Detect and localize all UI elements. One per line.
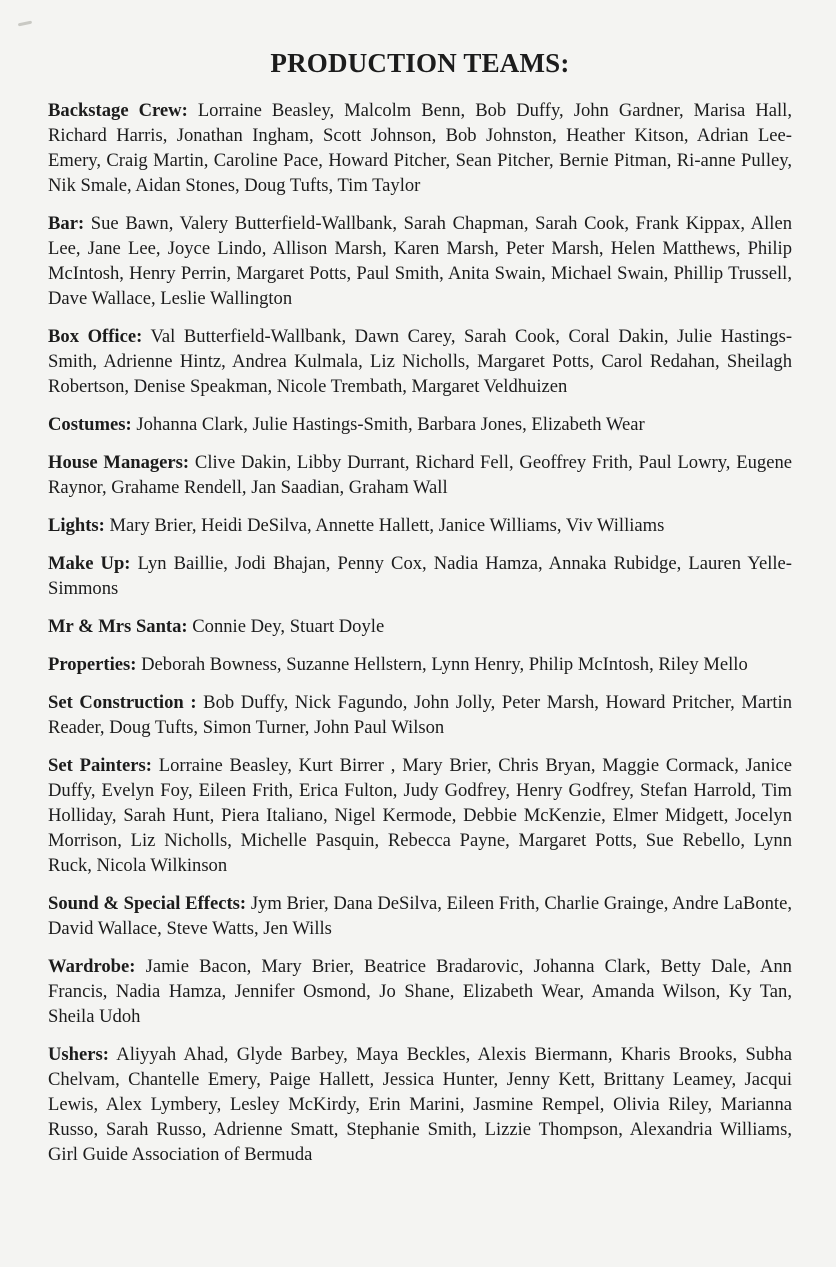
team-set-construction	[48, 690, 792, 740]
team-label: Sound & Special Effects:	[48, 893, 247, 914]
team-wardrobe	[48, 954, 792, 1029]
team-members: Val Butterfield-Wallbank, Dawn Carey, Sarah Cook, Coral Dakin, Julie Hastings-Smith, Adrienne Hintz, Andrea Kulmala, Liz Nicholls, Margaret Potts, Carol Redahan, Sheilagh Robertson, Denise Speakman, Nicole Trembath, Margaret Veldhuizen	[48, 326, 793, 397]
team-label: Lights:	[48, 515, 105, 536]
team-label: Properties:	[48, 654, 137, 675]
team-label: Bar:	[48, 213, 85, 234]
team-house-managers	[48, 450, 792, 500]
team-properties	[48, 652, 792, 677]
team-members: Mary Brier, Heidi DeSilva, Annette Hallett, Janice Williams, Viv Williams	[109, 515, 665, 536]
team-members: Jym Brier, Dana DeSilva, Eileen Frith, Charlie Grainge, Andre LaBonte, David Wallace, Steve Watts, Jen Wills	[48, 893, 792, 939]
team-costumes	[48, 412, 792, 437]
team-sound-special-effects	[48, 891, 792, 941]
team-members: Lorraine Beasley, Kurt Birrer , Mary Brier, Chris Bryan, Maggie Cormack, Janice Duffy, Evelyn Foy, Eileen Frith, Erica Fulton, Judy Godfrey, Henry Godfrey, Stefan Harrold, Tim Holliday, Sarah Hunt, Piera Italiano, Nigel Kermode, Debbie McKenzie, Elmer Midgett, Jocelyn Morrison, Liz Nicholls, Michelle Pasquin, Rebecca Payne, Margaret Potts, Sue Rebello, Lynn Ruck, Nicola Wilkinson	[48, 755, 793, 876]
team-backstage-crew	[48, 98, 792, 198]
team-label: Set Construction :	[48, 692, 197, 713]
page-title: PRODUCTION TEAMS:	[270, 48, 570, 78]
team-label: Costumes:	[48, 414, 132, 435]
team-label: Make Up:	[48, 553, 131, 574]
team-mr-mrs-santa	[48, 614, 792, 639]
team-members: Aliyyah Ahad, Glyde Barbey, Maya Beckles, Alexis Biermann, Kharis Brooks, Subha Chelvam, Chantelle Emery, Paige Hallett, Jessica Hunter, Jenny Kett, Brittany Leamey, Jacqui Lewis, Alex Lymbery, Lesley McKirdy, Erin Marini, Jasmine Rempel, Olivia Riley, Marianna Russo, Sarah Russo, Adrienne Smatt, Stephanie Smith, Lizzie Thompson, Alexandria Williams, Girl Guide Association of Bermuda	[48, 1044, 792, 1165]
team-members: Bob Duffy, Nick Fagundo, John Jolly, Peter Marsh, Howard Pritcher, Martin Reader, Doug Tufts, Simon Turner, John Paul Wilson	[48, 692, 793, 738]
team-set-painters	[48, 753, 792, 878]
team-members: Johanna Clark, Julie Hastings-Smith, Barbara Jones, Elizabeth Wear	[136, 414, 645, 435]
team-members: Lyn Baillie, Jodi Bhajan, Penny Cox, Nadia Hamza, Annaka Rubidge, Lauren Yelle-Simmons	[48, 553, 793, 599]
team-members: Deborah Bowness, Suzanne Hellstern, Lynn Henry, Philip McIntosh, Riley Mello	[141, 654, 748, 675]
team-label: Mr & Mrs Santa:	[48, 616, 188, 637]
team-lights	[48, 513, 792, 538]
team-label: House Managers:	[48, 452, 190, 473]
team-label: Wardrobe:	[48, 956, 136, 977]
team-label: Set Painters:	[48, 755, 152, 776]
paper-mark	[18, 21, 32, 27]
team-box-office	[48, 324, 792, 399]
team-members: Connie Dey, Stuart Doyle	[192, 616, 385, 637]
team-make-up	[48, 551, 792, 601]
team-members: Sue Bawn, Valery Butterfield-Wallbank, Sarah Chapman, Sarah Cook, Frank Kippax, Allen Lee, Jane Lee, Joyce Lindo, Allison Marsh, Karen Marsh, Peter Marsh, Helen Matthews, Philip McIntosh, Henry Perrin, Margaret Potts, Paul Smith, Anita Swain, Michael Swain, Phillip Trussell, Dave Wallace, Leslie Wallington	[48, 213, 792, 309]
team-label: Ushers:	[48, 1044, 109, 1065]
team-bar	[48, 211, 792, 311]
team-members: Clive Dakin, Libby Durrant, Richard Fell, Geoffrey Frith, Paul Lowry, Eugene Raynor, Grahame Rendell, Jan Saadian, Graham Wall	[48, 452, 793, 498]
team-label: Backstage Crew:	[48, 100, 188, 121]
team-members: Jamie Bacon, Mary Brier, Beatrice Bradarovic, Johanna Clark, Betty Dale, Ann Francis, Nadia Hamza, Jennifer Osmond, Jo Shane, Elizabeth Wear, Amanda Wilson, Ky Tan, Sheila Udoh	[48, 956, 792, 1027]
team-members: Lorraine Beasley, Malcolm Benn, Bob Duffy, John Gardner, Marisa Hall, Richard Harris, Jonathan Ingham, Scott Johnson, Bob Johnston, Heather Kitson, Adrian Lee-Emery, Craig Martin, Caroline Pace, Howard Pitcher, Sean Pitcher, Bernie Pitman, Ri-anne Pulley, Nik Smale, Aidan Stones, Doug Tufts, Tim Taylor	[48, 100, 792, 196]
team-label: Box Office:	[48, 326, 143, 347]
team-ushers	[48, 1042, 792, 1167]
